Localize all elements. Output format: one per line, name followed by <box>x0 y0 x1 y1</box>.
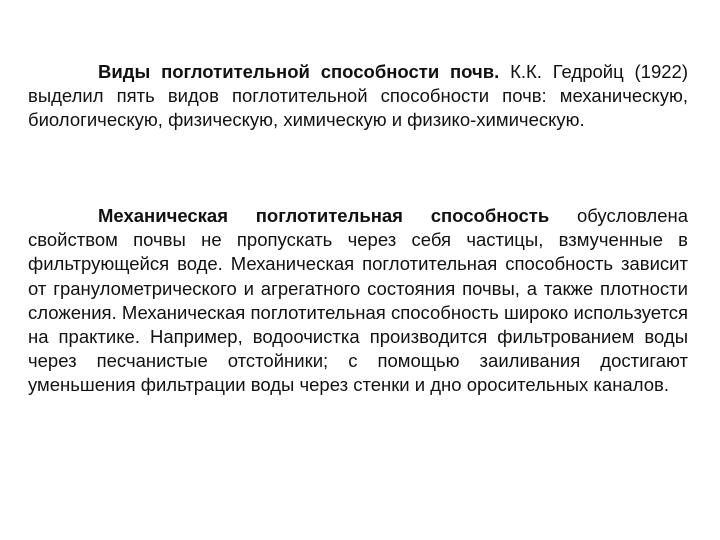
paragraph-heading: Механическая поглотительная способность <box>98 205 550 226</box>
paragraph-body: К.К. Гедройц (1922) выделил пять видов поглотительной способности почв: механическую, биологическую, физическую, химическую и физико-химическую. <box>28 61 688 131</box>
paragraph-mechanical-absorption <box>28 204 688 398</box>
paragraph-heading: Виды поглотительной способности почв. <box>98 61 500 82</box>
paragraph-soil-absorption-types <box>28 60 688 133</box>
paragraph-body: обусловлена свойством почвы не пропускать через себя частицы, взмученные в фильтрующейся воде. Механическая поглотительная способность зависит от гранулометрического и агрегатного состояния почвы, а также плотности сложения. Механическая поглотительная способность широко используется на практике. Например, водоочистка производится фильтрованием воды через песчанистые отстойники; с помощью заиливания достигают уменьшения фильтрации воды через стенки и дно оросительных каналов. <box>28 205 688 396</box>
